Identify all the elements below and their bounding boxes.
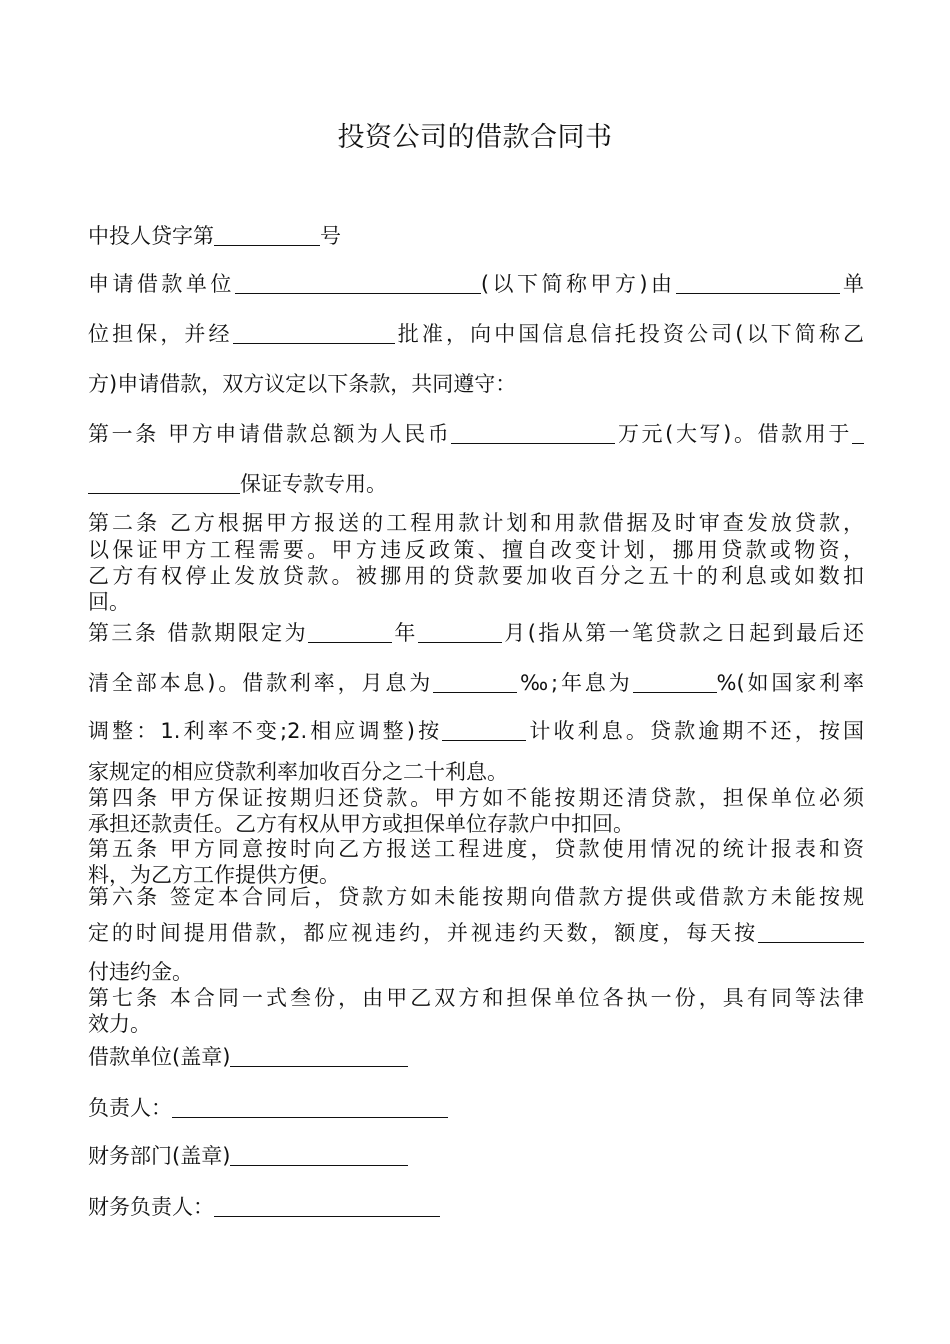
- text-segment: 第六条 签定本合同后，贷款方如未能按期向借款方提供或借款方未能按规: [88, 885, 864, 909]
- text-segment: 乙方有权停止发放贷款。被挪用的贷款要加收百分之五十的利息或如数扣: [88, 564, 864, 588]
- fill-in-blank[interactable]: [308, 620, 392, 643]
- text-segment: 万元(大写)。借款用于: [615, 422, 852, 446]
- text-line: [88, 536, 864, 564]
- text-line: [88, 588, 864, 616]
- text-segment: 第七条 本合同一式叁份，由甲乙双方和担保单位各执一份，具有同等法律: [88, 986, 864, 1010]
- text-segment: 计收利息。贷款逾期不还，按国: [526, 719, 864, 743]
- text-segment: 料，为乙方工作提供方便。: [88, 863, 340, 887]
- text-segment: %(如国家利率: [716, 671, 864, 695]
- text-segment: 方)申请借款，双方议定以下条款，共同遵守：: [88, 372, 517, 396]
- text-line: [88, 784, 864, 812]
- fill-in-blank[interactable]: [676, 271, 840, 294]
- text-line: [88, 370, 864, 398]
- text-segment: (以下简称甲方)由: [480, 272, 676, 296]
- text-line: [88, 1193, 864, 1221]
- text-line: [88, 810, 864, 838]
- text-line: [88, 222, 864, 250]
- fill-in-blank[interactable]: [633, 670, 717, 693]
- fill-in-blank[interactable]: [451, 421, 615, 444]
- text-segment: 中投人贷字第: [88, 224, 214, 248]
- text-line: [88, 509, 864, 537]
- text-line: [88, 562, 864, 590]
- text-segment: 承担还款责任。乙方有权从甲方或担保单位存款户中扣回。: [88, 812, 634, 836]
- text-segment: 批准，向中国信息信托投资公司(以下简称乙: [394, 322, 864, 346]
- text-line: [88, 883, 864, 911]
- fill-in-blank[interactable]: [214, 1194, 440, 1217]
- text-segment: 负责人：: [88, 1096, 172, 1120]
- text-segment: 第四条 甲方保证按期归还贷款。甲方如不能按期还清贷款，担保单位必须: [88, 786, 864, 810]
- text-segment: 第一条 甲方申请借款总额为人民币: [88, 422, 452, 446]
- text-segment: 财务部门(盖章): [88, 1144, 231, 1168]
- text-line: [88, 1010, 864, 1038]
- text-line: [88, 470, 864, 498]
- text-segment: 定的时间提用借款，都应视违约，并视违约天数，额度，每天按: [88, 921, 758, 945]
- text-line: [88, 420, 864, 448]
- fill-in-blank[interactable]: [214, 223, 320, 246]
- text-segment: 申请借款单位: [88, 272, 235, 296]
- text-segment: 位担保，并经: [88, 322, 233, 346]
- text-line: [88, 958, 864, 986]
- text-line: [88, 984, 864, 1012]
- fill-in-blank[interactable]: [758, 920, 864, 943]
- text-segment: 调整：1.利率不变;2.相应调整)按: [88, 719, 443, 743]
- text-line: [88, 320, 864, 348]
- text-segment: 第五条 甲方同意按时向乙方报送工程进度，贷款使用情况的统计报表和资: [88, 837, 864, 861]
- text-segment: 年: [392, 621, 418, 645]
- fill-in-blank[interactable]: [418, 620, 502, 643]
- text-segment: 保证专款专用。: [240, 472, 387, 496]
- text-line: [88, 1094, 864, 1122]
- text-segment: 效力。: [88, 1012, 151, 1036]
- text-line: [88, 270, 864, 298]
- text-line: [88, 835, 864, 863]
- fill-in-blank[interactable]: [433, 670, 517, 693]
- text-line: [88, 669, 864, 697]
- text-segment: 家规定的相应贷款利率加收百分之二十利息。: [88, 760, 508, 784]
- text-segment: 单: [839, 272, 865, 296]
- text-segment: 号: [320, 224, 341, 248]
- text-line: [88, 919, 864, 947]
- text-line: [88, 619, 864, 647]
- text-segment: 财务负责人：: [88, 1195, 214, 1219]
- text-segment: 以保证甲方工程需要。甲方违反政策、擅自改变计划，挪用贷款或物资，: [88, 538, 864, 562]
- document-title: 投资公司的借款合同书: [337, 122, 613, 153]
- fill-in-blank[interactable]: [233, 321, 395, 344]
- fill-in-blank[interactable]: [442, 718, 526, 741]
- text-segment: 借款单位(盖章): [88, 1045, 231, 1069]
- text-segment: 付违约金。: [88, 960, 193, 984]
- text-segment: 第二条 乙方根据甲方报送的工程用款计划和用款借据及时审查发放贷款，: [88, 511, 864, 535]
- fill-in-blank[interactable]: [852, 421, 864, 444]
- text-line: [88, 717, 864, 745]
- fill-in-blank[interactable]: [88, 471, 240, 494]
- fill-in-blank[interactable]: [230, 1143, 408, 1166]
- fill-in-blank[interactable]: [230, 1044, 408, 1067]
- text-line: [88, 1142, 864, 1170]
- text-segment: 回。: [88, 590, 130, 614]
- text-line: [88, 1043, 864, 1071]
- text-segment: ‰;年息为: [517, 671, 633, 695]
- text-segment: 第三条 借款期限定为: [88, 621, 308, 645]
- text-line: [88, 758, 864, 786]
- fill-in-blank[interactable]: [235, 271, 481, 294]
- text-segment: 月(指从第一笔贷款之日起到最后还: [501, 621, 864, 645]
- text-segment: 清全部本息)。借款利率，月息为: [88, 671, 434, 695]
- fill-in-blank[interactable]: [172, 1095, 448, 1118]
